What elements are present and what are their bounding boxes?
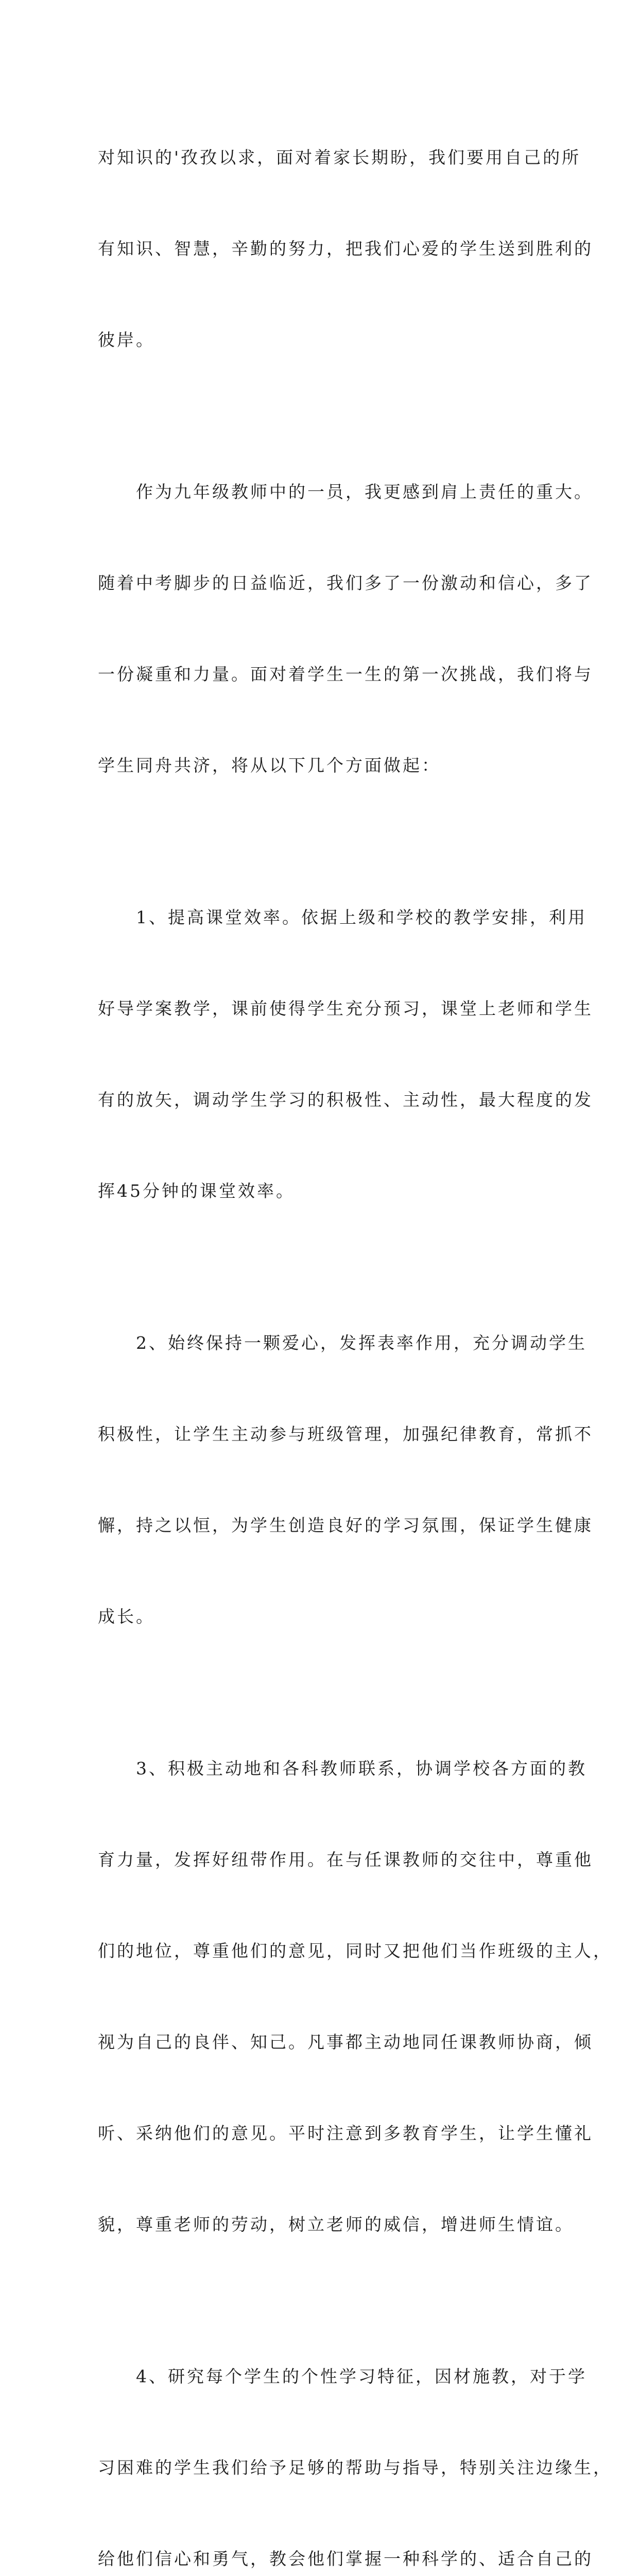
text-line: 挥45分钟的课堂效率。 [98,1181,295,1201]
text-line: 作为九年级教师中的一员，我更感到肩上责任的重大。 [98,482,593,502]
text-line: 习困难的学生我们给予足够的帮助与指导，特别关注边缘生， [98,2458,612,2478]
text-line: 好导学案教学，课前使得学生充分预习，课堂上老师和学生 [98,998,593,1019]
text-line: 1、提高课堂效率。依据上级和学校的教学安排，利用 [98,907,587,927]
text-line: 们的地位，尊重他们的意见，同时又把他们当作班级的主人， [98,1941,612,1961]
text-line: 积极性，让学生主动参与班级管理，加强纪律教育，常抓不 [98,1424,593,1444]
paragraph-6 [98,2300,612,2576]
text-line: 2、始终保持一颗爱心，发挥表率作用，充分调动学生 [98,1333,587,1353]
paragraph-4 [98,1267,593,1692]
text-line: 成长。 [98,1606,155,1626]
text-line: 随着中考脚步的日益临近，我们多了一份激动和信心，多了 [98,573,593,593]
text-line: 貌，尊重老师的劳动，树立老师的威信，增进师生情谊。 [98,2214,574,2234]
text-line: 给他们信心和勇气，教会他们掌握一种科学的、适合自己的 [98,2549,593,2569]
text-line: 育力量，发挥好纽带作用。在与任课教师的交往中，尊重他 [98,1850,593,1870]
text-line: 视为自己的良伴、知己。凡事都主动地同任课教师协商，倾 [98,2032,593,2052]
text-line: 3、积极主动地和各科教师联系，协调学校各方面的教 [98,1758,587,1778]
text-line: 有的放矢，调动学生学习的积极性、主动性，最大程度的发 [98,1090,593,1110]
document-body [98,81,612,2576]
text-line: 一份凝重和力量。面对着学生一生的第一次挑战，我们将与 [98,664,593,684]
text-line: 彼岸。 [98,330,155,350]
paragraph-1 [98,81,593,416]
text-line: 听、采纳他们的意见。平时注意到多教育学生，让学生懂礼 [98,2123,593,2143]
text-line: 学生同舟共济，将从以下几个方面做起： [98,755,441,775]
paragraph-3 [98,841,593,1267]
paragraph-5 [98,1692,612,2300]
text-line: 4、研究每个学生的个性学习特征，因材施教，对于学 [98,2366,587,2386]
text-line: 懈，持之以恒，为学生创造良好的学习氛围，保证学生健康 [98,1515,593,1535]
paragraph-2 [98,416,593,841]
text-line: 对知识的'孜孜以求，面对着家长期盼，我们要用自己的所 [98,147,581,167]
text-line: 有知识、智慧，辛勤的努力，把我们心爱的学生送到胜利的 [98,239,593,259]
